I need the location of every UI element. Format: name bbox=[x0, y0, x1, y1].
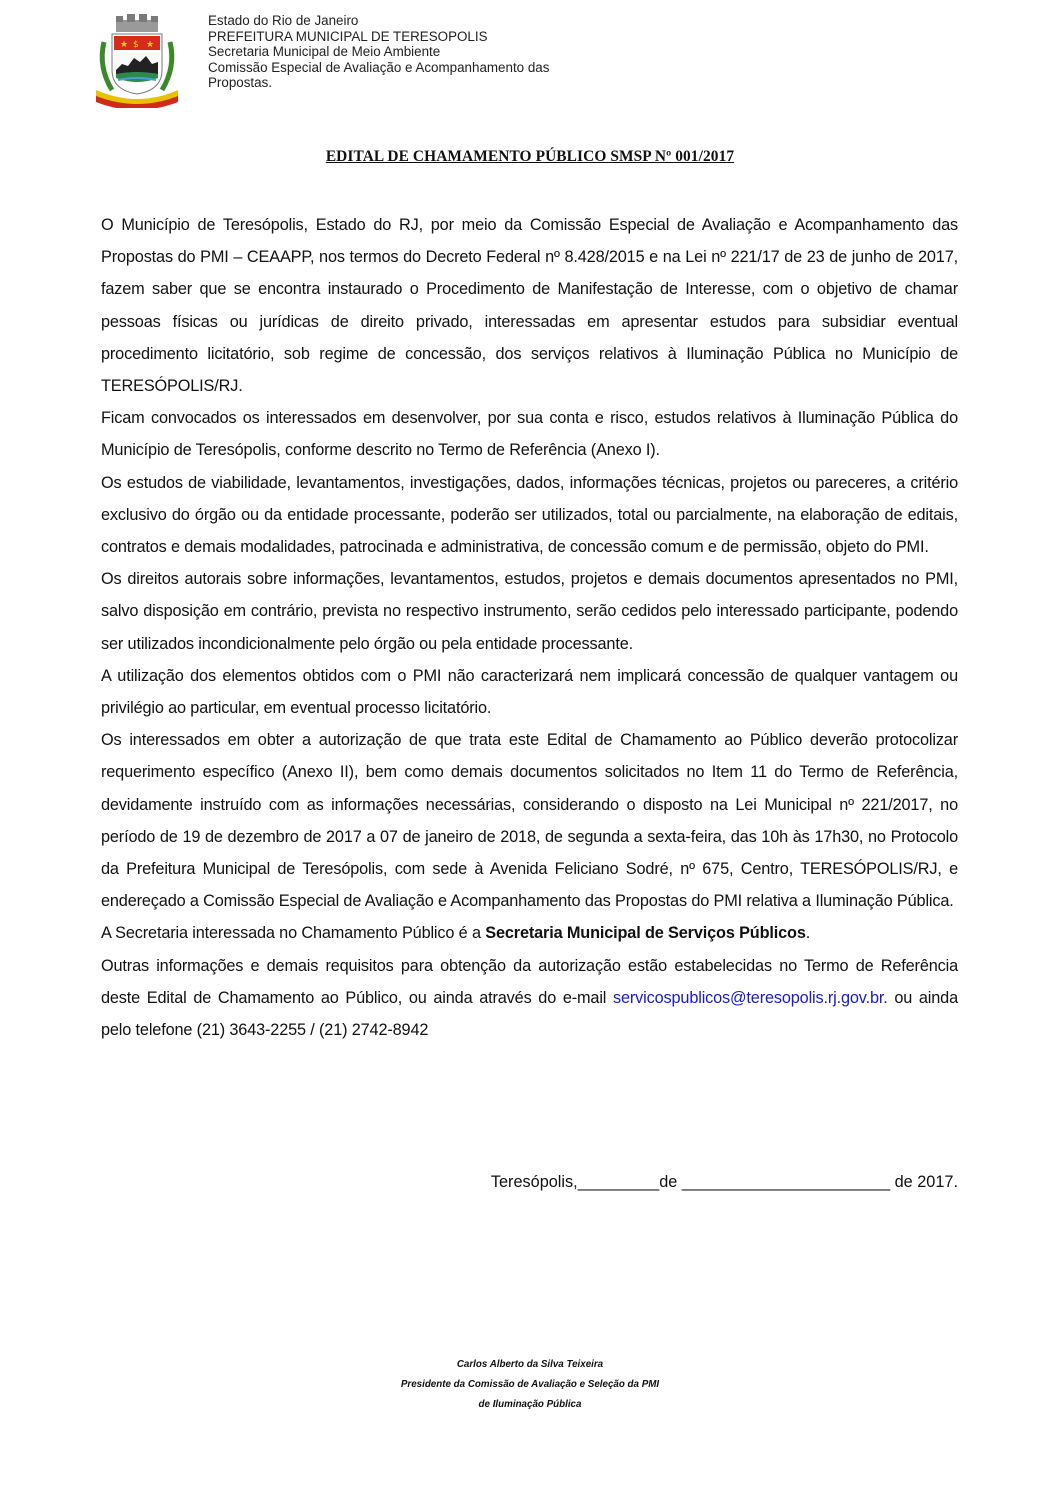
secretaria-suffix: . bbox=[805, 924, 811, 943]
paragraph-direitos-autorais: Os direitos autorais sobre informações, levantamentos, estudos, projetos e demais documentos apresentados no PMI, salvo disposição em contrário, prevista no respectivo instrumento, serão cedidos pelo interessado participante, podendo ser utilizados incondicionalmente pelo órgão ou pela entidade processante. bbox=[101, 570, 958, 653]
paragraph-utilizacao: A utilização dos elementos obtidos com o PMI não caracterizará nem implicará concessão de qualquer vantagem ou privilégio ao particular, em eventual processo licitatório. bbox=[101, 666, 958, 718]
header-propostas: Propostas. bbox=[208, 75, 273, 91]
header-prefeitura: PREFEITURA MUNICIPAL DE TERESOPOLIS bbox=[208, 28, 488, 44]
paragraph-intro: O Município de Teresópolis, Estado do RJ, por meio da Comissão Especial de Avaliação e Acompanhamento das Propostas do PMI – CEAAPP, nos termos do Decreto Federal nº 8.428/2015 e na Lei nº 221/17 de 23 de junho de 2017, fazem saber que se encontra instaurado o Procedimento de Manifestação de Interesse, com o objetivo de chamar pessoas físicas ou jurídicas de direito privado, interessadas em apresentar estudos para subsidiar eventual procedimento licitatório, sob regime de concessão, dos serviços relativos à Iluminação Pública no Município de TERESÓPOLIS/RJ. bbox=[101, 216, 958, 396]
paragraph-secretaria bbox=[101, 917, 958, 949]
secretaria-prefix: A Secretaria interessada no Chamamento Público é a bbox=[101, 924, 486, 943]
secretaria-name: Secretaria Municipal de Serviços Públicos bbox=[485, 924, 806, 943]
header-state: Estado do Rio de Janeiro bbox=[208, 13, 359, 28]
phone-text: ou ainda pelo telefone (21) 3643-2255 / (21) 2742-8942 bbox=[101, 988, 958, 1040]
paragraph-contato bbox=[101, 950, 958, 1047]
paragraph-requerimento: Os interessados em obter a autorização de que trata este Edital de Chamamento ao Público deverão protocolizar requerimento específico (Anexo II), bem como demais documentos solicitados no Item 11 do Termo de Referência, devidamente instruído com as informações necessárias, considerando o disposto na Lei Municipal nº 221/2017, no período de 19 de dezembro de 2017 a 07 de janeiro de 2018, de segunda a sexta-feira, das 10h às 17h30, no Protocolo da Prefeitura Municipal de Teresópolis, com sede à Avenida Feliciano Sodré, nº 675, Centro, TERESÓPOLIS/RJ, e endereçado a Comissão Especial de Avaliação e Acompanhamento das Propostas do PMI relativa a Iluminação Pública. bbox=[101, 731, 958, 911]
document-title: EDITAL DE CHAMAMENTO PÚBLICO SMSP Nº 001/2017 bbox=[325, 148, 735, 165]
header-comissao: Comissão Especial de Avaliação e Acompanhamento das bbox=[208, 59, 550, 75]
signatory-name: Carlos Alberto da Silva Teixeira bbox=[456, 1359, 604, 1370]
header-secretaria: Secretaria Municipal de Meio Ambiente bbox=[208, 44, 441, 60]
document-body bbox=[101, 209, 958, 1046]
svg-text:★: ★ bbox=[120, 40, 129, 50]
municipal-coat-of-arms-icon bbox=[92, 12, 182, 108]
letterhead bbox=[92, 12, 549, 108]
svg-text:$: $ bbox=[133, 40, 139, 50]
contact-text: Outras informações e demais requisitos para obtenção da autorização estão estabelecidas no Termo de Referência deste Edital de Chamamento ao Público, ou ainda através do e-mail bbox=[101, 956, 958, 1007]
signature-block bbox=[0, 1355, 1060, 1415]
svg-text:★: ★ bbox=[146, 40, 155, 50]
signatory-role: Presidente da Comissão de Avaliação e Seleção da PMI bbox=[400, 1379, 660, 1390]
paragraph-convocacao: Ficam convocados os interessados em desenvolver, por sua conta e risco, estudos relativos à Iluminação Pública do Município de Teresópolis, conforme descrito no Termo de Referência (Anexo I). bbox=[101, 409, 958, 460]
paragraph-estudos: Os estudos de viabilidade, levantamentos, investigações, dados, informações técnicas, projetos ou pareceres, a critério exclusivo do órgão ou da entidade processante, poderão ser utilizados, total ou parcialmente, na elaboração de editais, contratos e demais modalidades, patrocinada e administrativa, de concessão comum e de permissão, objeto do PMI. bbox=[101, 473, 958, 557]
date-line: Teresópolis,_________de _______________________ de 2017. bbox=[490, 1173, 958, 1191]
signatory-role-cont: de Iluminação Pública bbox=[478, 1399, 582, 1410]
email-link[interactable]: servicospublicos@teresopolis.rj.gov.br. bbox=[613, 988, 888, 1007]
